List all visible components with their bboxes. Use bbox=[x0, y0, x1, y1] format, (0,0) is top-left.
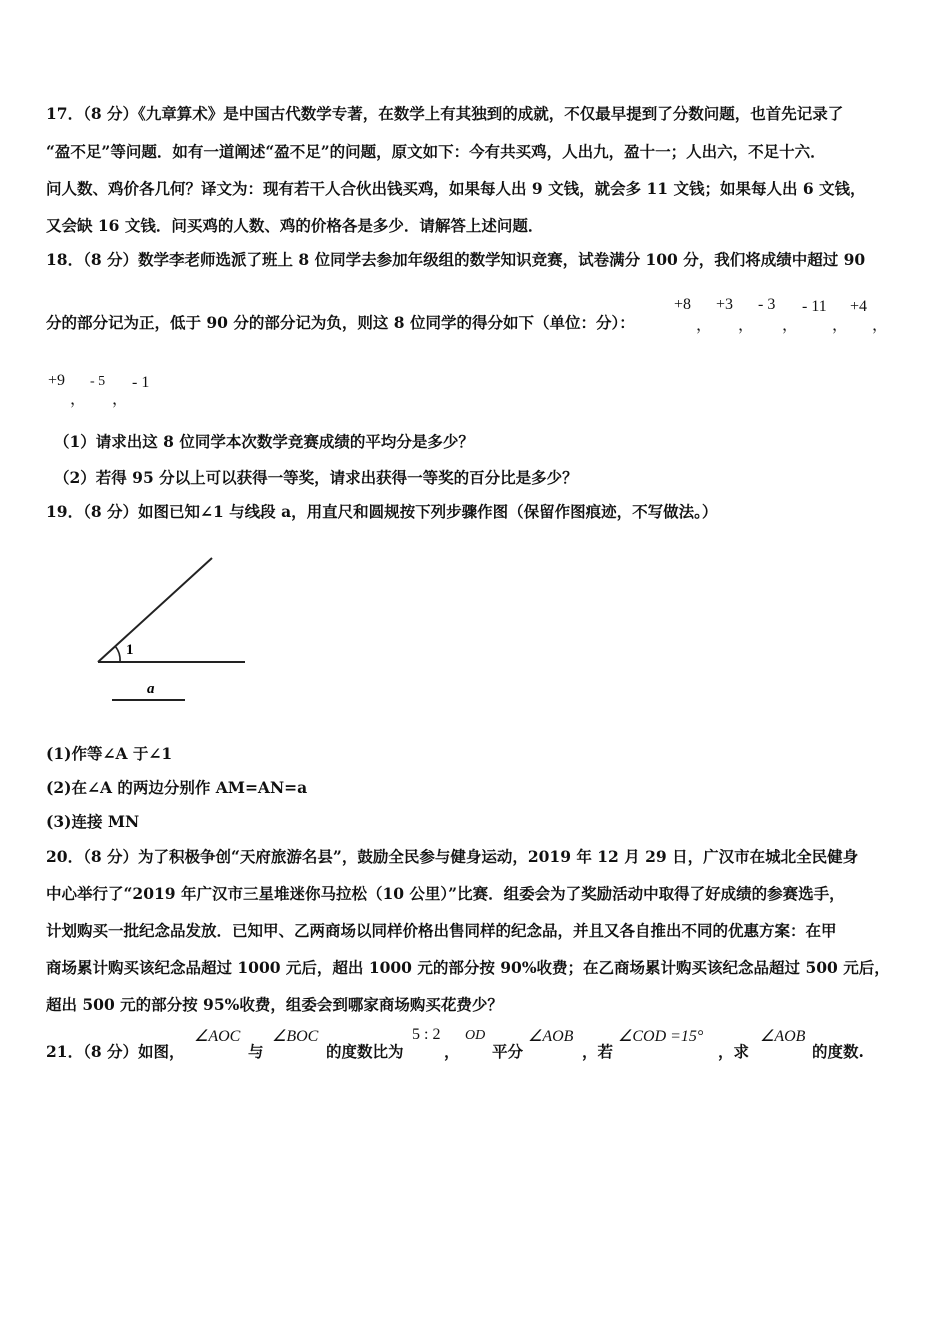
score-5: +4 bbox=[850, 298, 868, 315]
angle-arc bbox=[115, 646, 120, 662]
angle-figure bbox=[90, 550, 310, 720]
q17-line-4: 又会缺 16 文钱．问买鸡的人数、鸡的价格各是多少．请解答上述问题． bbox=[46, 216, 544, 235]
q18-line-1: 18．（8 分）数学李老师选派了班上 8 位同学去参加年级组的数学知识竞赛，试卷满分 100 分，我们将成绩中超过 90 bbox=[46, 250, 866, 269]
q17-line-1: 17．（8 分）《九章算术》是中国古代数学专著，在数学上有其独到的成就，不仅最早提到了分数问题，也首先记录了 bbox=[46, 104, 844, 123]
q21-angle-cod: ∠COD =15° bbox=[618, 1028, 704, 1045]
score-sep-5: ， bbox=[872, 317, 889, 334]
q21-angle-aoc: ∠AOC bbox=[194, 1028, 241, 1045]
q20-line-2: 中心举行了“2019 年广汉市三星堆迷你马拉松（10 公里）”比赛．组委会为了奖励活动中取得了好成绩的参赛选手， bbox=[46, 884, 845, 903]
q21-text-7: 的度数. bbox=[812, 1042, 864, 1061]
score-7: - 5 bbox=[90, 374, 106, 389]
q20-line-5: 超出 500 元的部分按 95%收费，组委会到哪家商场购买花费少？ bbox=[46, 995, 503, 1014]
q21-text-4: 平分 bbox=[492, 1042, 524, 1061]
q18-line-2: 分的部分记为正，低于 90 分的部分记为负，则这 8 位同学的得分如下（单位：分）： bbox=[46, 313, 635, 332]
q21-text-1: 与 bbox=[248, 1042, 264, 1061]
score-6: +9 bbox=[48, 372, 66, 389]
q21-angle-aob-2: ∠AOB bbox=[760, 1028, 806, 1045]
score-sep-3: ， bbox=[782, 317, 799, 334]
q21-prefix: 21．（8 分）如图， bbox=[46, 1042, 185, 1061]
q21-text-3: ， bbox=[444, 1042, 460, 1061]
q21-text-2: 的度数比为 bbox=[326, 1042, 404, 1061]
q20-line-3: 计划购买一批纪念品发放．已知甲、乙两商场以同样价格出售同样的纪念品，并且又各自推出不同的优惠方案：在甲 bbox=[46, 921, 837, 940]
score-sep-6: ， bbox=[70, 391, 87, 408]
q18-part-2: （2）若得 95 分以上可以获得一等奖，请求出获得一等奖的百分比是多少？ bbox=[54, 468, 578, 487]
q21-ratio: 5 : 2 bbox=[412, 1026, 441, 1043]
score-4: - 11 bbox=[802, 298, 827, 315]
angle-label: 1 bbox=[126, 642, 134, 658]
q20-line-1: 20．（8 分）为了积极争创“天府旅游名县”，鼓励全民参与健身运动，2019 年 12 月 29 日，广汉市在城北全民健身 bbox=[46, 847, 859, 866]
q21-angle-boc: ∠BOC bbox=[272, 1028, 319, 1045]
q18-part-1: （1）请求出这 8 位同学本次数学竞赛成绩的平均分是多少？ bbox=[54, 432, 474, 451]
q19-step-1: (1)作等∠A 于∠1 bbox=[46, 744, 173, 763]
q21-text-6: ，求 bbox=[718, 1042, 750, 1061]
q17-line-3: 问人数、鸡价各几何？译文为：现有若干人合伙出钱买鸡，如果每人出 9 文钱，就会多 11 文钱；如果每人出 6 文钱， bbox=[46, 179, 866, 198]
score-sep-7: ， bbox=[112, 391, 129, 408]
score-1: +8 bbox=[674, 296, 692, 313]
q21-angle-aob: ∠AOB bbox=[528, 1028, 574, 1045]
segment-label: a bbox=[147, 681, 155, 697]
q19-step-3: (3)连接 MN bbox=[46, 812, 140, 831]
q19-step-2: (2)在∠A 的两边分别作 AM=AN=a bbox=[46, 778, 308, 797]
q21-text-5: ，若 bbox=[582, 1042, 614, 1061]
score-2: +3 bbox=[716, 296, 734, 313]
q19-line-1: 19．（8 分）如图已知∠1 与线段 a，用直尺和圆规按下列步骤作图（保留作图痕迹，不写做法。） bbox=[46, 502, 718, 521]
score-sep-4: ， bbox=[832, 317, 849, 334]
score-3: - 3 bbox=[758, 296, 776, 313]
q20-line-4: 商场累计购买该纪念品超过 1000 元后，超出 1000 元的部分按 90%收费；在乙商场累计购买该纪念品超过 500 元后， bbox=[46, 958, 890, 977]
q17-line-2: “盈不足”等问题．如有一道阐述“盈不足”的问题，原文如下：今有共买鸡，人出九，盈十一；人出六，不足十六． bbox=[46, 142, 826, 161]
q21-od: OD bbox=[465, 1028, 486, 1043]
score-8: - 1 bbox=[132, 374, 150, 391]
score-sep-2: ， bbox=[738, 317, 755, 334]
score-sep-1: ， bbox=[696, 317, 713, 334]
